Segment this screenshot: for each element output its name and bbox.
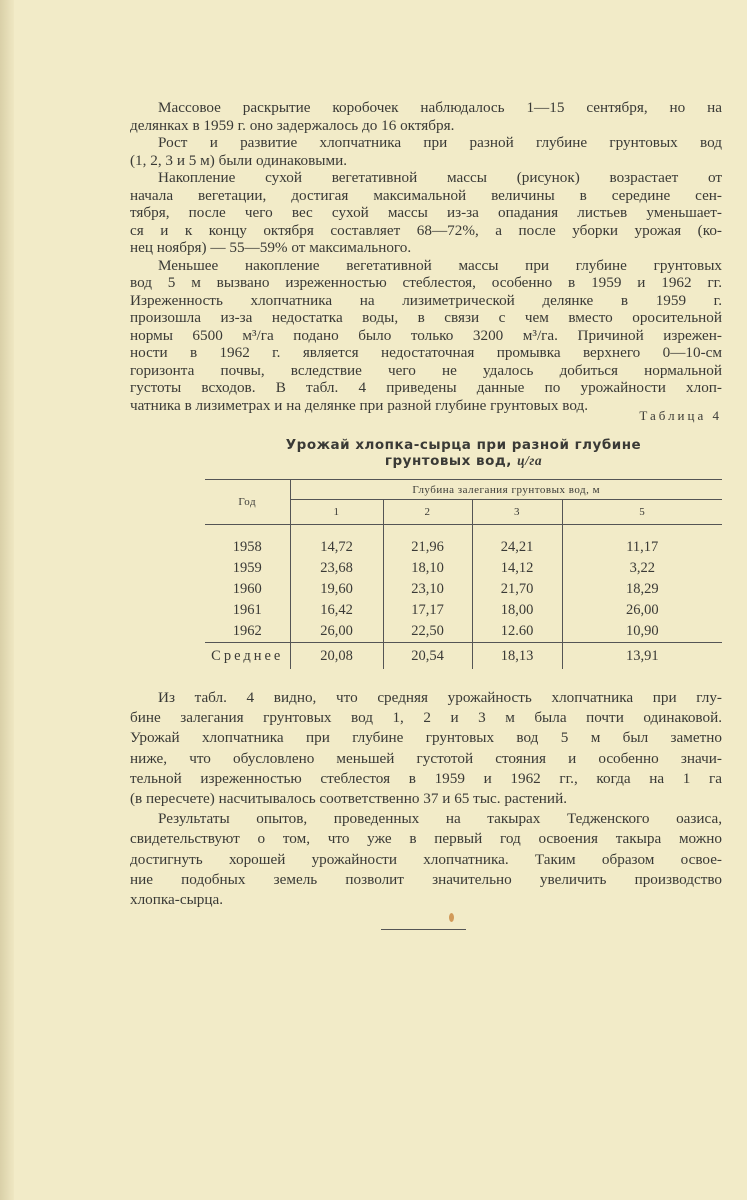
- text-line: нормы 6500 м³/га подано было только 3200 м³/га. Причиной изрежен-: [130, 326, 722, 344]
- table-title: [205, 438, 722, 469]
- text-line: Урожай хлопчатника при глубине грунтовых вод 5 м был заметно: [130, 729, 722, 747]
- yield-cell: 18,00: [472, 600, 562, 621]
- body-text-bottom: [130, 688, 722, 910]
- text-line: Рост и развитие хлопчатника при разной глубине грунтовых вод: [158, 134, 722, 151]
- table-row: [205, 525, 722, 559]
- text-line: произошла из-за недостатка воды, в связи с чем вместо оросительной: [130, 309, 722, 326]
- text-line: ние подобных земель позволит значительно увеличить производство: [130, 870, 722, 888]
- average-label: Среднее: [205, 643, 290, 670]
- yield-cell: 10,90: [562, 621, 722, 643]
- table-row: [205, 621, 722, 643]
- text-line: Накопление сухой вегетативной массы (рисунок) возрастает от: [158, 169, 722, 186]
- text-line: густоты всходов. В табл. 4 приведены данные по урожайности хлоп-: [130, 379, 722, 396]
- yield-cell: 22,50: [383, 621, 472, 643]
- year-cell: 1961: [232, 602, 262, 618]
- text-line: ся и к концу октября составляет 68—72%, а после уборки урожая (ко-: [130, 221, 722, 239]
- table-title-line2: грунтовых вод,: [384, 453, 512, 469]
- yield-cell: 21,96: [383, 525, 472, 559]
- yield-cell: 14,12: [472, 558, 562, 579]
- text-line: достигнуть хорошей урожайности хлопчатника. Таким образом освое-: [130, 850, 722, 868]
- average-cell: 18,13: [472, 643, 562, 670]
- yield-cell: 26,00: [290, 621, 383, 643]
- text-line: Меньшее накопление вегетативной массы при глубине грунтовых: [158, 256, 722, 274]
- text-line: вод 5 м вызвано изреженностью стеблестоя, особенно в 1959 и 1962 гг.: [130, 274, 722, 291]
- yield-cell: 23,10: [383, 579, 472, 600]
- yield-cell: 21,70: [472, 579, 562, 600]
- average-cell: 13,91: [562, 643, 722, 670]
- yield-cell: 14,72: [290, 525, 383, 559]
- text-line: чатника в лизиметрах и на делянке при разной глубине грунтовых вод.: [130, 396, 589, 414]
- yield-cell: 18,10: [383, 558, 472, 579]
- text-line: тября, после чего вес сухой массы из-за опадания листьев уменьшает-: [130, 204, 722, 221]
- text-line: тельной изреженностью стеблестоя в 1959 и 1962 гг., когда на 1 га: [130, 769, 722, 787]
- yield-cell: 3,22: [562, 558, 722, 579]
- table-title-unit: ц/га: [517, 453, 543, 468]
- table-row: [205, 558, 722, 579]
- text-line: горизонта почвы, вследствие чего не удалось добиться нормальной: [130, 361, 722, 379]
- table-row: [205, 579, 722, 600]
- yield-table: [205, 479, 722, 669]
- text-line: нец ноября) — 55—59% от максимального.: [130, 239, 412, 256]
- book-spine-shadow: [0, 0, 14, 1200]
- table-row: [205, 600, 722, 621]
- text-line: Из табл. 4 видно, что средняя урожайность хлопчатника при глу-: [158, 689, 722, 706]
- yield-cell: 16,42: [290, 600, 383, 621]
- depth-header: 2: [383, 500, 472, 525]
- text-line: хлопка-сырца.: [130, 890, 224, 908]
- year-cell: 1960: [232, 581, 262, 597]
- text-line: Массовое раскрытие коробочек наблюдалось 1—15 сентября, но на: [158, 99, 722, 116]
- yield-cell: 23,68: [290, 558, 383, 579]
- year-cell: 1958: [232, 539, 262, 555]
- text-line: делянках в 1959 г. оно задержалось до 16 октября.: [130, 116, 455, 134]
- text-line: ниже, что обусловлено меньшей густотой стояния и особенно значи-: [130, 749, 722, 767]
- text-line: начала вегетации, достигая максимальной величины в середине сен-: [130, 186, 722, 204]
- average-cell: 20,08: [290, 643, 383, 670]
- depth-header: 5: [562, 500, 722, 525]
- yield-cell: 24,21: [472, 525, 562, 559]
- end-rule: [381, 929, 466, 930]
- table-title-line1: Урожай хлопка-сырца при разной глубине: [285, 437, 642, 453]
- text-line: ности в 1962 г. является недостаточная промывка верхнего 0—10-см: [130, 344, 722, 361]
- yield-cell: 26,00: [562, 600, 722, 621]
- year-cell: 1959: [232, 560, 262, 576]
- yield-cell: 18,29: [562, 579, 722, 600]
- yield-cell: 12.60: [472, 621, 562, 643]
- table-caption: Таблица 4: [639, 408, 722, 423]
- depth-group-header: Глубина залегания грунтовых вод, м: [290, 480, 722, 500]
- year-cell: 1962: [232, 623, 262, 639]
- text-line: Результаты опытов, проведенных на такырах Тедженского оазиса,: [158, 810, 722, 828]
- text-line: Изреженность хлопчатника на лизиметрической делянке в 1959 г.: [130, 291, 722, 309]
- depth-header: 3: [472, 500, 562, 525]
- average-row: [205, 643, 722, 670]
- year-header: Год: [205, 480, 290, 525]
- body-text-top: [130, 99, 722, 414]
- text-line: (в пересчете) насчитывалось соответственно 37 и 65 тыс. растений.: [130, 789, 567, 807]
- yield-cell: 17,17: [383, 600, 472, 621]
- ink-spot: [449, 913, 454, 922]
- text-line: бине залегания грунтовых вод 1, 2 и 3 м была почти одинаковой.: [130, 709, 722, 727]
- text-line: свидетельствуют о том, что уже в первый год освоения такыра можно: [130, 830, 722, 848]
- yield-cell: 11,17: [562, 525, 722, 559]
- average-cell: 20,54: [383, 643, 472, 670]
- text-line: (1, 2, 3 и 5 м) были одинаковыми.: [130, 151, 348, 169]
- depth-header: 1: [290, 500, 383, 525]
- yield-cell: 19,60: [290, 579, 383, 600]
